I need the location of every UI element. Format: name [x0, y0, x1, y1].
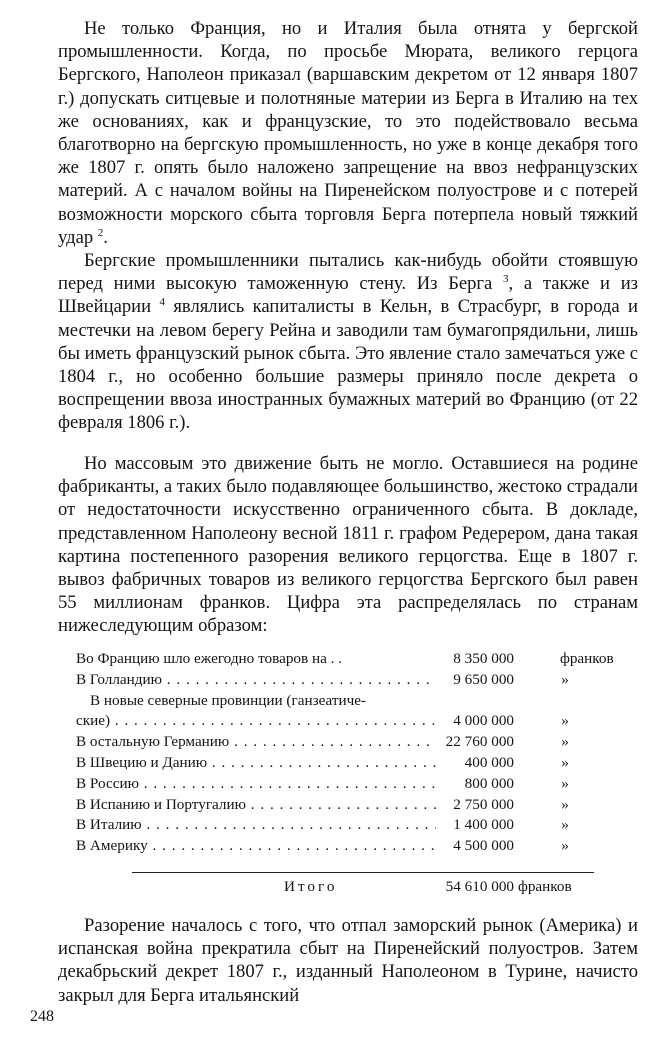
- table-row: [76, 754, 616, 775]
- row-value: 2 750 000: [453, 795, 514, 813]
- row-label: [76, 733, 436, 751]
- paragraph-2-text-b: , а также и из Швейцарии: [58, 273, 638, 318]
- row-value: 22 760 000: [445, 733, 514, 751]
- paragraph-1-end: .: [103, 226, 108, 248]
- total-label: Итого: [284, 878, 338, 895]
- row-value: 9 650 000: [453, 670, 514, 688]
- footnote-ref-3[interactable]: 3: [503, 273, 509, 286]
- row-unit: »: [561, 753, 569, 771]
- row-label-text: В Россию: [76, 774, 139, 792]
- row-label: [76, 754, 436, 772]
- paragraph-2: [58, 249, 638, 435]
- row-unit: »: [561, 816, 569, 834]
- row-label: [76, 837, 436, 855]
- paragraph-1: [58, 17, 638, 249]
- row-value: 400 000: [464, 753, 514, 771]
- row-label: [76, 712, 436, 730]
- paragraph-4: Разорение началось с того, что отпал заморский рынок (Америка) и испанская война прекратила сбыт на Пиренейский полуостров. Затем декабрьский декрет 1807 г., изданный Наполеоном в Турине, начисто закрыл для Берга итальянский: [58, 915, 638, 1006]
- table-row: [76, 692, 616, 713]
- paragraph-1-text: Не только Франция, но и Италия была отнята у бергской промышленности. Когда, по просьбе Мюрата, великого герцога Бергского, Наполеон приказал (варшавским декретом от 12 января 1807 г.) допускать ситцевые и полотняные материи из Берга в Италию на тех же основаниях, как и французские, то это подействовало весьма благотворно на бергскую промышленность, но уже в конце декабря того же 1807 г. опять было наложено запрещение на ввоз нефранцузских материй. А с началом войны на Пиренейском полуострове и с потерей возможности морского сбыта торговля Берга потерпела новый тяжкий удар: [58, 18, 638, 248]
- table-row: [76, 837, 616, 858]
- row-value: 800 000: [464, 774, 514, 792]
- row-unit: »: [561, 733, 569, 751]
- table-row: [76, 671, 616, 692]
- page-number: 248: [30, 1008, 54, 1025]
- row-unit: »: [561, 795, 569, 813]
- row-label-text: В Голландию: [76, 670, 162, 688]
- footnote-ref-4[interactable]: 4: [159, 296, 165, 309]
- row-label: [76, 816, 436, 834]
- total-unit: франков: [518, 878, 572, 895]
- paragraph-2-text-c: являлись капиталисты в Кельн, в Страсбург, в города и местечки на левом берегу Рейна и заводили там бумагопрядильни, лишь бы иметь французский рынок сбыта. Это явление стало замечаться уже с 1804 г., но особенно большие размеры приняло после декрета о воспрещении ввоза иностранных бумажных материй во Францию (от 22 февраля 1806 г.).: [58, 296, 638, 434]
- row-label: [76, 775, 436, 793]
- table-row: [76, 733, 616, 754]
- row-label-text: В Испанию и Португалию: [76, 795, 246, 813]
- row-value: 4 500 000: [453, 837, 514, 855]
- row-unit: »: [561, 670, 569, 688]
- row-unit: франков: [560, 650, 614, 667]
- row-value: 8 350 000: [453, 650, 514, 667]
- row-label-text: В Америку: [76, 837, 148, 855]
- row-label: Во Францию шло ежегодно товаров на . .: [76, 650, 343, 667]
- table-row: [76, 712, 616, 733]
- row-label-text: В Италию: [76, 816, 142, 834]
- row-unit: »: [561, 774, 569, 792]
- total-value: 54 610 000: [445, 878, 514, 895]
- row-label: [76, 671, 436, 689]
- row-label-text: В Швецию и Данию: [76, 753, 208, 771]
- export-table: [76, 650, 616, 858]
- table-row: [76, 775, 616, 796]
- row-label: В новые северные провинции (ганзеатиче-: [90, 691, 367, 709]
- row-value: 1 400 000: [453, 816, 514, 834]
- table-row: [76, 650, 616, 671]
- paragraph-3: Но массовым это движение быть не могло. Оставшиеся на родине фабриканты, а таких было подавляющее большинство, жестоко страдали от недостаточности искусственно ограниченного сбыта. В докладе, представленном Наполеону весной 1811 г. графом Редерером, дана такая картина постепенного разорения великого герцогства. Еще в 1807 г. вывоз фабричных товаров из великого герцогства Бергского был равен 55 миллионам франков. Цифра эта распределялась по странам нижеследующим образом:: [58, 453, 638, 637]
- row-unit: »: [561, 712, 569, 730]
- footnote-ref-2[interactable]: 2: [97, 226, 104, 239]
- row-label-text: ские): [76, 712, 111, 730]
- total-divider: [132, 872, 594, 873]
- paragraph-2-text-a: Бергские промышленники пытались как-нибудь обойти стоявшую перед ними высокую таможенную стену. Из Берга: [58, 250, 638, 295]
- row-label-text: В остальную Германию: [76, 733, 230, 751]
- row-unit: »: [561, 837, 569, 855]
- row-value: 4 000 000: [453, 712, 514, 730]
- table-total-row: [76, 878, 616, 898]
- table-row: [76, 816, 616, 837]
- table-row: [76, 796, 616, 817]
- row-label: [76, 796, 436, 814]
